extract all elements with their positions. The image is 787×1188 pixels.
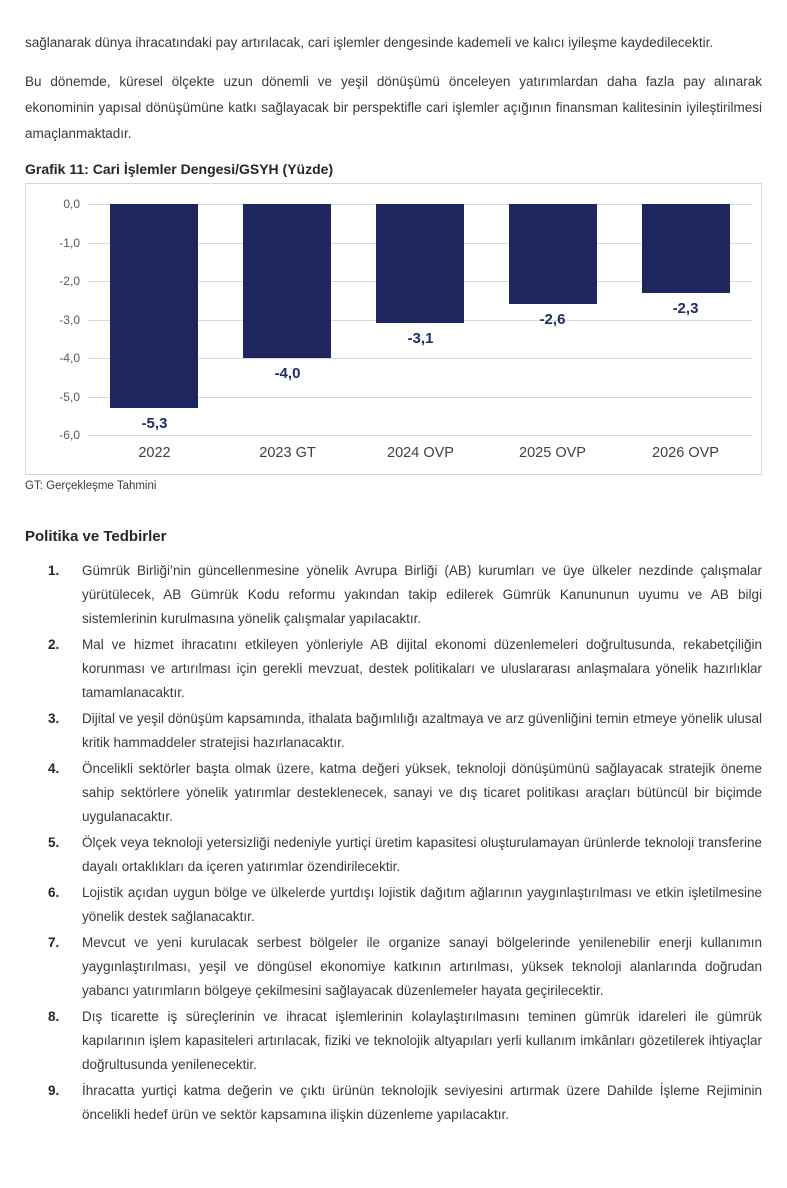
list-item	[48, 881, 762, 929]
list-item-number: 3.	[48, 711, 60, 726]
list-item-number: 1.	[48, 563, 60, 578]
y-axis-tick-label: -2,0	[59, 274, 80, 288]
bar-chart	[25, 183, 762, 475]
bar-value-label: -2,6	[539, 311, 566, 328]
bar-2026 OVP	[642, 204, 730, 293]
x-axis-category-label: 2023 GT	[259, 445, 316, 461]
list-item	[48, 1079, 762, 1127]
list-item	[48, 633, 762, 705]
list-item-number: 9.	[48, 1083, 60, 1098]
list-item-number: 4.	[48, 761, 60, 776]
bar-2025 OVP	[509, 204, 597, 304]
list-item	[48, 757, 762, 829]
list-item-number: 5.	[48, 835, 60, 850]
x-axis-category-label: 2024 OVP	[387, 445, 454, 461]
list-item	[48, 1005, 762, 1077]
list-item-text: Gümrük Birliği’nin güncellenmesine yönelik Avrupa Birliği (AB) kurumları ve üye ülkeler nezdinde çalışmalar yürütülecek, AB Gümrük Kodu reformu yakından takip edilerek Gümrük Kanununun uyumu ve AB bilgi sistemlerinin kurulmasına yönelik çalışmalar yapılacaktır.	[82, 563, 762, 626]
x-axis-category-label: 2026 OVP	[652, 445, 719, 461]
list-item-text: Mal ve hizmet ihracatını etkileyen yönleriyle AB dijital ekonomi düzenlemeleri doğrultusunda, rekabetçiliğin korunması ve artırılması için gerekli mevzuat, destek politikaları ve uluslararası anlaşmalara yönelik hazırlıklar tamamlanacaktır.	[82, 637, 762, 700]
list-item-text: Ölçek veya teknoloji yetersizliği nedeniyle yurtiçi üretim kapasitesi oluşturulamayan ürünlerde teknoloji transferine dayalı ortaklıkları da içeren yatırımlar özendirilecektir.	[82, 835, 762, 874]
list-item	[48, 931, 762, 1003]
list-item-text: Lojistik açıdan uygun bölge ve ülkelerde yurtdışı lojistik dağıtım ağlarının yaygınlaştırılması ve etkin işletilmesine yönelik destek sağlanacaktır.	[82, 885, 762, 924]
list-item-number: 2.	[48, 637, 60, 652]
bar-value-label: -3,1	[407, 330, 434, 347]
list-item-text: Dijital ve yeşil dönüşüm kapsamında, ithalata bağımlılığı azaltmaya ve arz güvenliğini temin etmeye yönelik ulusal kritik hammaddeler stratejisi hazırlanacaktır.	[82, 711, 762, 750]
list-item-text: Öncelikli sektörler başta olmak üzere, katma değeri yüksek, teknoloji dönüşümünü sağlayacak stratejik öneme sahip sektörlere yönelik yatırımlar desteklenecek, sanayi ve dış ticaret politikası araçları bütüncül bir biçimde uygulanacaktır.	[82, 761, 762, 824]
bar-value-label: -2,3	[672, 300, 699, 317]
list-item-number: 7.	[48, 935, 60, 950]
y-axis-tick-label: -6,0	[59, 428, 80, 442]
x-axis-category-label: 2025 OVP	[519, 445, 586, 461]
bar-value-label: -4,0	[274, 365, 301, 382]
list-item-number: 8.	[48, 1009, 60, 1024]
list-item-text: İhracatta yurtiçi katma değerin ve çıktı ürünün teknolojik seviyesini artırmak üzere Dahilde İşleme Rejiminin öncelikli hedef ürün ve sektör kapsamına ilişkin düzenleme yapılacaktır.	[82, 1083, 762, 1122]
x-axis-category-label: 2022	[138, 445, 171, 461]
policy-list	[25, 559, 762, 1127]
bar-2024 OVP	[376, 204, 464, 323]
gridline	[88, 435, 752, 436]
chart-plot-area	[88, 204, 752, 461]
bar-2022	[110, 204, 198, 408]
chart-heading: Grafik 11: Cari İşlemler Dengesi/GSYH (Yüzde)	[25, 161, 334, 177]
list-item-number: 6.	[48, 885, 60, 900]
paragraph: Bu dönemde, küresel ölçekte uzun dönemli ve yeşil dönüşümü önceleyen yatırımlardan daha fazla pay alınarak ekonominin yapısal dönüşümüne katkı sağlayacak bir perspektifle cari işlemler açığının finansman kalitesinin iyileştirilmesi amaçlanmaktadır.	[25, 74, 762, 141]
y-axis-tick-label: -1,0	[59, 235, 80, 250]
y-axis-tick-label: 0,0	[63, 197, 80, 211]
list-item-text: Mevcut ve yeni kurulacak serbest bölgeler ile organize sanayi bölgelerinde yenilenebilir enerji kullanımın yaygınlaştırılması, yeşil ve döngüsel ekonomiye katkının artırılması, yüksek teknoloji alanlarında doğrudan yabancı yatırımların bölgeye çekilmesini sağlayacak düzenlemeler hayata geçirilecektir.	[82, 935, 762, 998]
y-axis-tick-label: -5,0	[59, 389, 80, 404]
y-axis-tick-label: -3,0	[59, 312, 80, 327]
paragraph: sağlanarak dünya ihracatındaki pay artırılacak, cari işlemler dengesinde kademeli ve kalıcı iyileşme kaydedilecektir.	[25, 35, 714, 50]
bar-value-label: -5,3	[141, 415, 168, 432]
y-axis-tick-label: -4,0	[59, 351, 80, 365]
list-item-text: Dış ticarette iş süreçlerinin ve ihracat işlemlerinin kolaylaştırılmasını teminen gümrük idareleri ile gümrük kapılarının işlem kapasiteleri artırılacak, fiziki ve teknolojik altyapıları yerli kullanım imkânları gözetilerek ihtiyaçlar doğrultusunda yenilenecektir.	[82, 1009, 762, 1072]
list-item	[48, 559, 762, 631]
bar-2023 GT	[243, 204, 331, 358]
list-item	[48, 707, 762, 755]
list-item	[48, 831, 762, 879]
chart-footnote: GT: Gerçekleşme Tahmini	[25, 480, 157, 492]
section-heading: Politika ve Tedbirler	[25, 528, 167, 545]
